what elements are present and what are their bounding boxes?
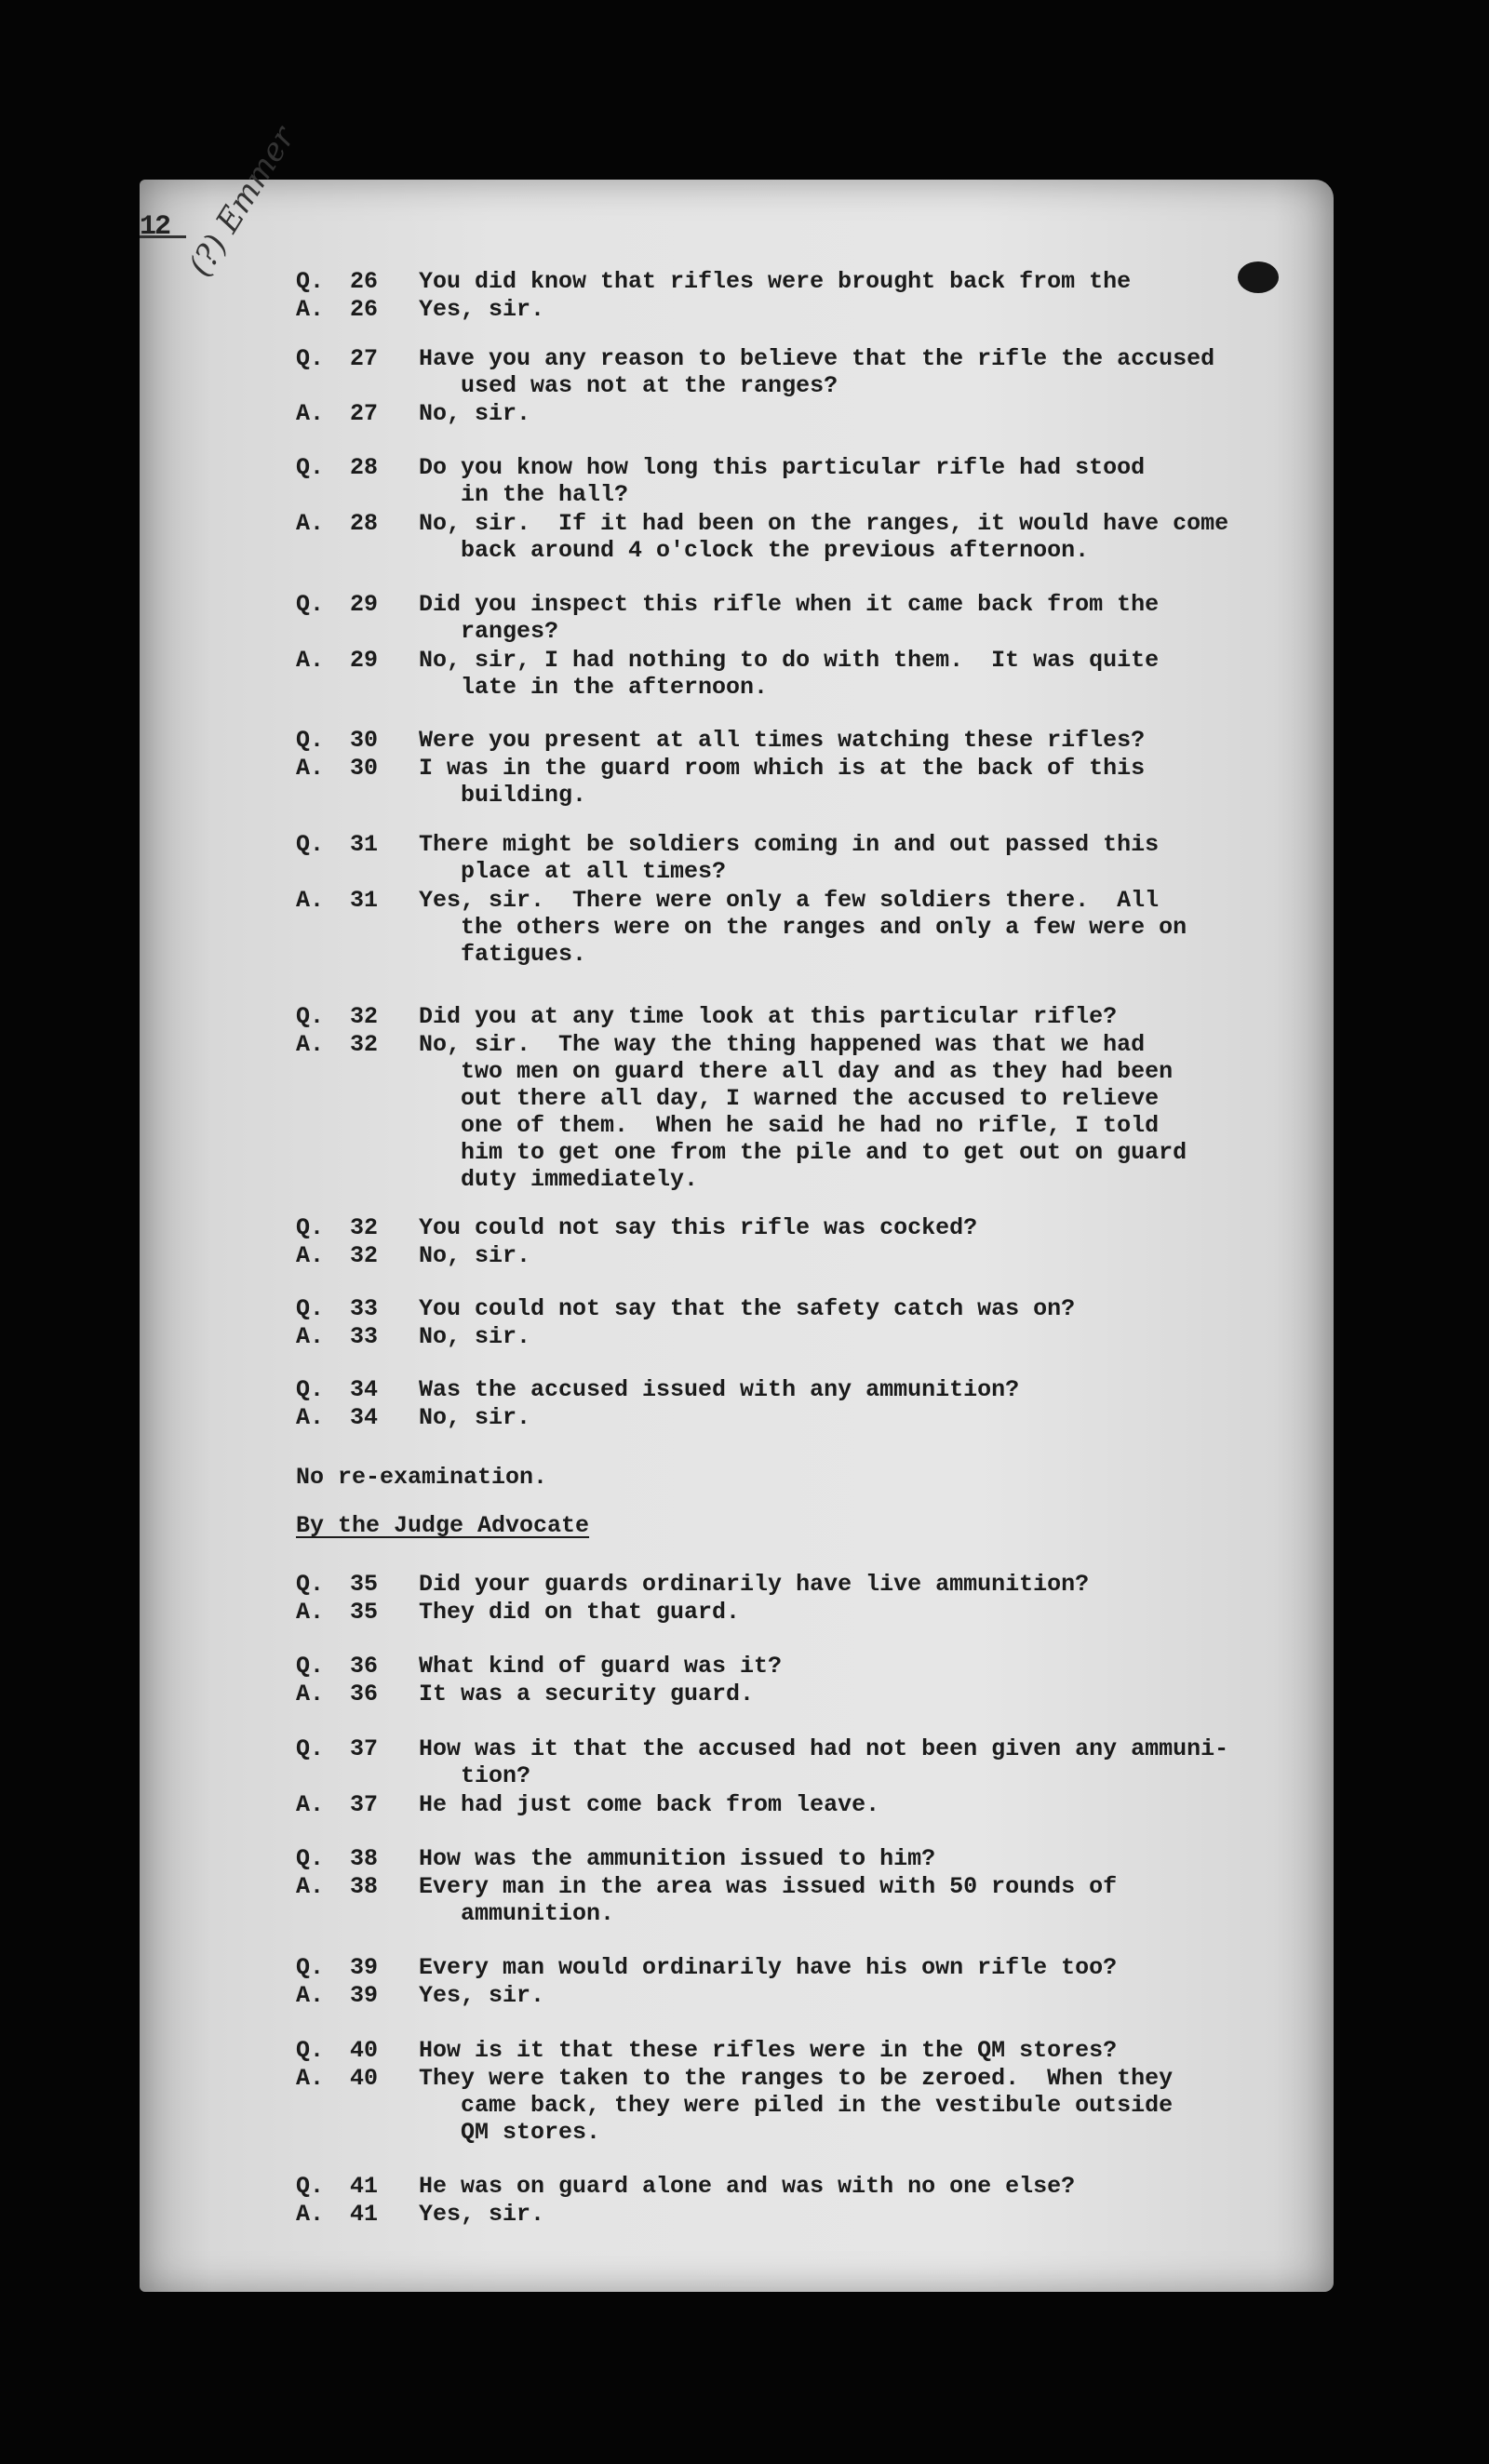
entry-number: 39 — [350, 1954, 379, 1981]
entry-label: Q. — [296, 727, 325, 754]
entry-text: How is it that these rifles were in the QM stores? — [419, 2037, 1118, 2064]
entry-label: A. — [296, 510, 325, 537]
entry-label: A. — [296, 1791, 325, 1818]
entry-text: Did you at any time look at this particular rifle? — [419, 1003, 1118, 1030]
entry-label: A. — [296, 1681, 325, 1707]
entry-text: Every man in the area was issued with 50 rounds of ammunition. — [419, 1873, 1118, 1927]
entry-number: 41 — [350, 2201, 379, 2228]
entry-text: Every man would ordinarily have his own rifle too? — [419, 1954, 1118, 1981]
entry-text: There might be soldiers coming in and out passed this place at all times? — [419, 831, 1160, 885]
entry-label: Q. — [296, 2173, 325, 2200]
entry-number: 34 — [350, 1404, 379, 1431]
entry-number: 33 — [350, 1323, 379, 1350]
entry-label: Q. — [296, 1571, 325, 1598]
entry-text: You could not say this rifle was cocked? — [419, 1214, 978, 1241]
entry-number: 38 — [350, 1873, 379, 1900]
entry-text: Did your guards ordinarily have live ammunition? — [419, 1571, 1090, 1598]
entry-text: What kind of guard was it? — [419, 1653, 783, 1680]
entry-number: 27 — [350, 345, 379, 372]
entry-text: Yes, sir. — [419, 296, 545, 323]
entry-label: A. — [296, 1873, 325, 1900]
entry-label: Q. — [296, 2037, 325, 2064]
entry-number: 26 — [350, 268, 379, 295]
entry-label: A. — [296, 2201, 325, 2228]
entry-number: 38 — [350, 1845, 379, 1872]
entry-label: A. — [296, 2065, 325, 2092]
entry-text: No, sir. The way the thing happened was that we had two men on guard there all day and as they had been out there all day, I warned the accused to relieve one of them. When he said he had no rifle, I told him to get one from the pile and to get out on guard duty immediately. — [419, 1031, 1187, 1193]
entry-label: Q. — [296, 268, 325, 295]
entry-text: Have you any reason to believe that the rifle the accused used was not at the ranges? — [419, 345, 1215, 399]
entry-label: Q. — [296, 454, 325, 481]
entry-label: A. — [296, 647, 325, 674]
entry-text: Yes, sir. — [419, 2201, 545, 2228]
entry-number: 28 — [350, 454, 379, 481]
entry-text: He was on guard alone and was with no one else? — [419, 2173, 1076, 2200]
section-heading: By the Judge Advocate — [296, 1512, 590, 1539]
re-examination-note: No re-examination. — [296, 1464, 548, 1491]
entry-label: A. — [296, 1982, 325, 2009]
entry-text: No, sir, I had nothing to do with them. It was quite late in the afternoon. — [419, 647, 1160, 701]
entry-text: I was in the guard room which is at the back of this building. — [419, 755, 1146, 809]
entry-number: 30 — [350, 755, 379, 782]
entry-number: 40 — [350, 2037, 379, 2064]
entry-label: Q. — [296, 1214, 325, 1241]
entry-text: It was a security guard. — [419, 1681, 755, 1707]
entry-text: Yes, sir. There were only a few soldiers there. All the others were on the ranges and only a few were on fatigues. — [419, 887, 1187, 968]
entry-number: 39 — [350, 1982, 379, 2009]
entry-number: 32 — [350, 1031, 379, 1058]
entry-label: Q. — [296, 1653, 325, 1680]
entry-text: They did on that guard. — [419, 1599, 741, 1626]
entry-text: No, sir. — [419, 1242, 531, 1269]
entry-text: No, sir. If it had been on the ranges, it would have come back around 4 o'clock the previous afternoon. — [419, 510, 1229, 564]
entry-text: No, sir. — [419, 400, 531, 427]
entry-label: A. — [296, 400, 325, 427]
entry-number: 32 — [350, 1214, 379, 1241]
entry-label: A. — [296, 296, 325, 323]
entry-label: Q. — [296, 1954, 325, 1981]
entry-label: Q. — [296, 591, 325, 618]
entry-label: Q. — [296, 1003, 325, 1030]
entry-label: Q. — [296, 1295, 325, 1322]
entry-text: Were you present at all times watching these rifles? — [419, 727, 1146, 754]
entry-label: A. — [296, 1404, 325, 1431]
entry-label: A. — [296, 887, 325, 914]
entry-number: 30 — [350, 727, 379, 754]
entry-number: 37 — [350, 1791, 379, 1818]
entry-text: You could not say that the safety catch was on? — [419, 1295, 1076, 1322]
entry-number: 33 — [350, 1295, 379, 1322]
entry-label: A. — [296, 1323, 325, 1350]
entry-label: A. — [296, 1031, 325, 1058]
entry-label: A. — [296, 755, 325, 782]
entry-number: 36 — [350, 1681, 379, 1707]
entry-text: He had just come back from leave. — [419, 1791, 880, 1818]
entry-number: 26 — [350, 296, 379, 323]
entry-label: Q. — [296, 1735, 325, 1762]
entry-text: Do you know how long this particular rifle had stood in the hall? — [419, 454, 1146, 508]
entry-number: 40 — [350, 2065, 379, 2092]
entry-text: They were taken to the ranges to be zeroed. When they came back, they were piled in the vestibule outside QM stores. — [419, 2065, 1174, 2146]
page-number: 12 — [140, 211, 186, 238]
entry-label: Q. — [296, 1845, 325, 1872]
entry-label: Q. — [296, 831, 325, 858]
entry-number: 35 — [350, 1571, 379, 1598]
entry-label: A. — [296, 1242, 325, 1269]
entry-text: No, sir. — [419, 1404, 531, 1431]
document-page — [140, 120, 1334, 2292]
entry-label: Q. — [296, 345, 325, 372]
entry-number: 36 — [350, 1653, 379, 1680]
margin-handwritten-note: (?) Emmer — [181, 120, 302, 284]
entry-number: 27 — [350, 400, 379, 427]
entry-number: 29 — [350, 647, 379, 674]
entry-number: 31 — [350, 831, 379, 858]
entry-number: 29 — [350, 591, 379, 618]
entry-number: 35 — [350, 1599, 379, 1626]
entry-label: A. — [296, 1599, 325, 1626]
entry-number: 32 — [350, 1003, 379, 1030]
entry-text: Was the accused issued with any ammunition? — [419, 1376, 1020, 1403]
entry-number: 28 — [350, 510, 379, 537]
entry-text: No, sir. — [419, 1323, 531, 1350]
entry-text: How was it that the accused had not been given any ammuni- tion? — [419, 1735, 1229, 1789]
entry-number: 34 — [350, 1376, 379, 1403]
entry-number: 41 — [350, 2173, 379, 2200]
entry-label: Q. — [296, 1376, 325, 1403]
entry-text: Did you inspect this rifle when it came back from the ranges? — [419, 591, 1160, 645]
entry-text: How was the ammunition issued to him? — [419, 1845, 936, 1872]
entry-number: 31 — [350, 887, 379, 914]
entry-number: 32 — [350, 1242, 379, 1269]
ink-blot-mark — [1238, 261, 1279, 293]
entry-number: 37 — [350, 1735, 379, 1762]
entry-text: You did know that rifles were brought back from the — [419, 268, 1132, 295]
entry-text: Yes, sir. — [419, 1982, 545, 2009]
